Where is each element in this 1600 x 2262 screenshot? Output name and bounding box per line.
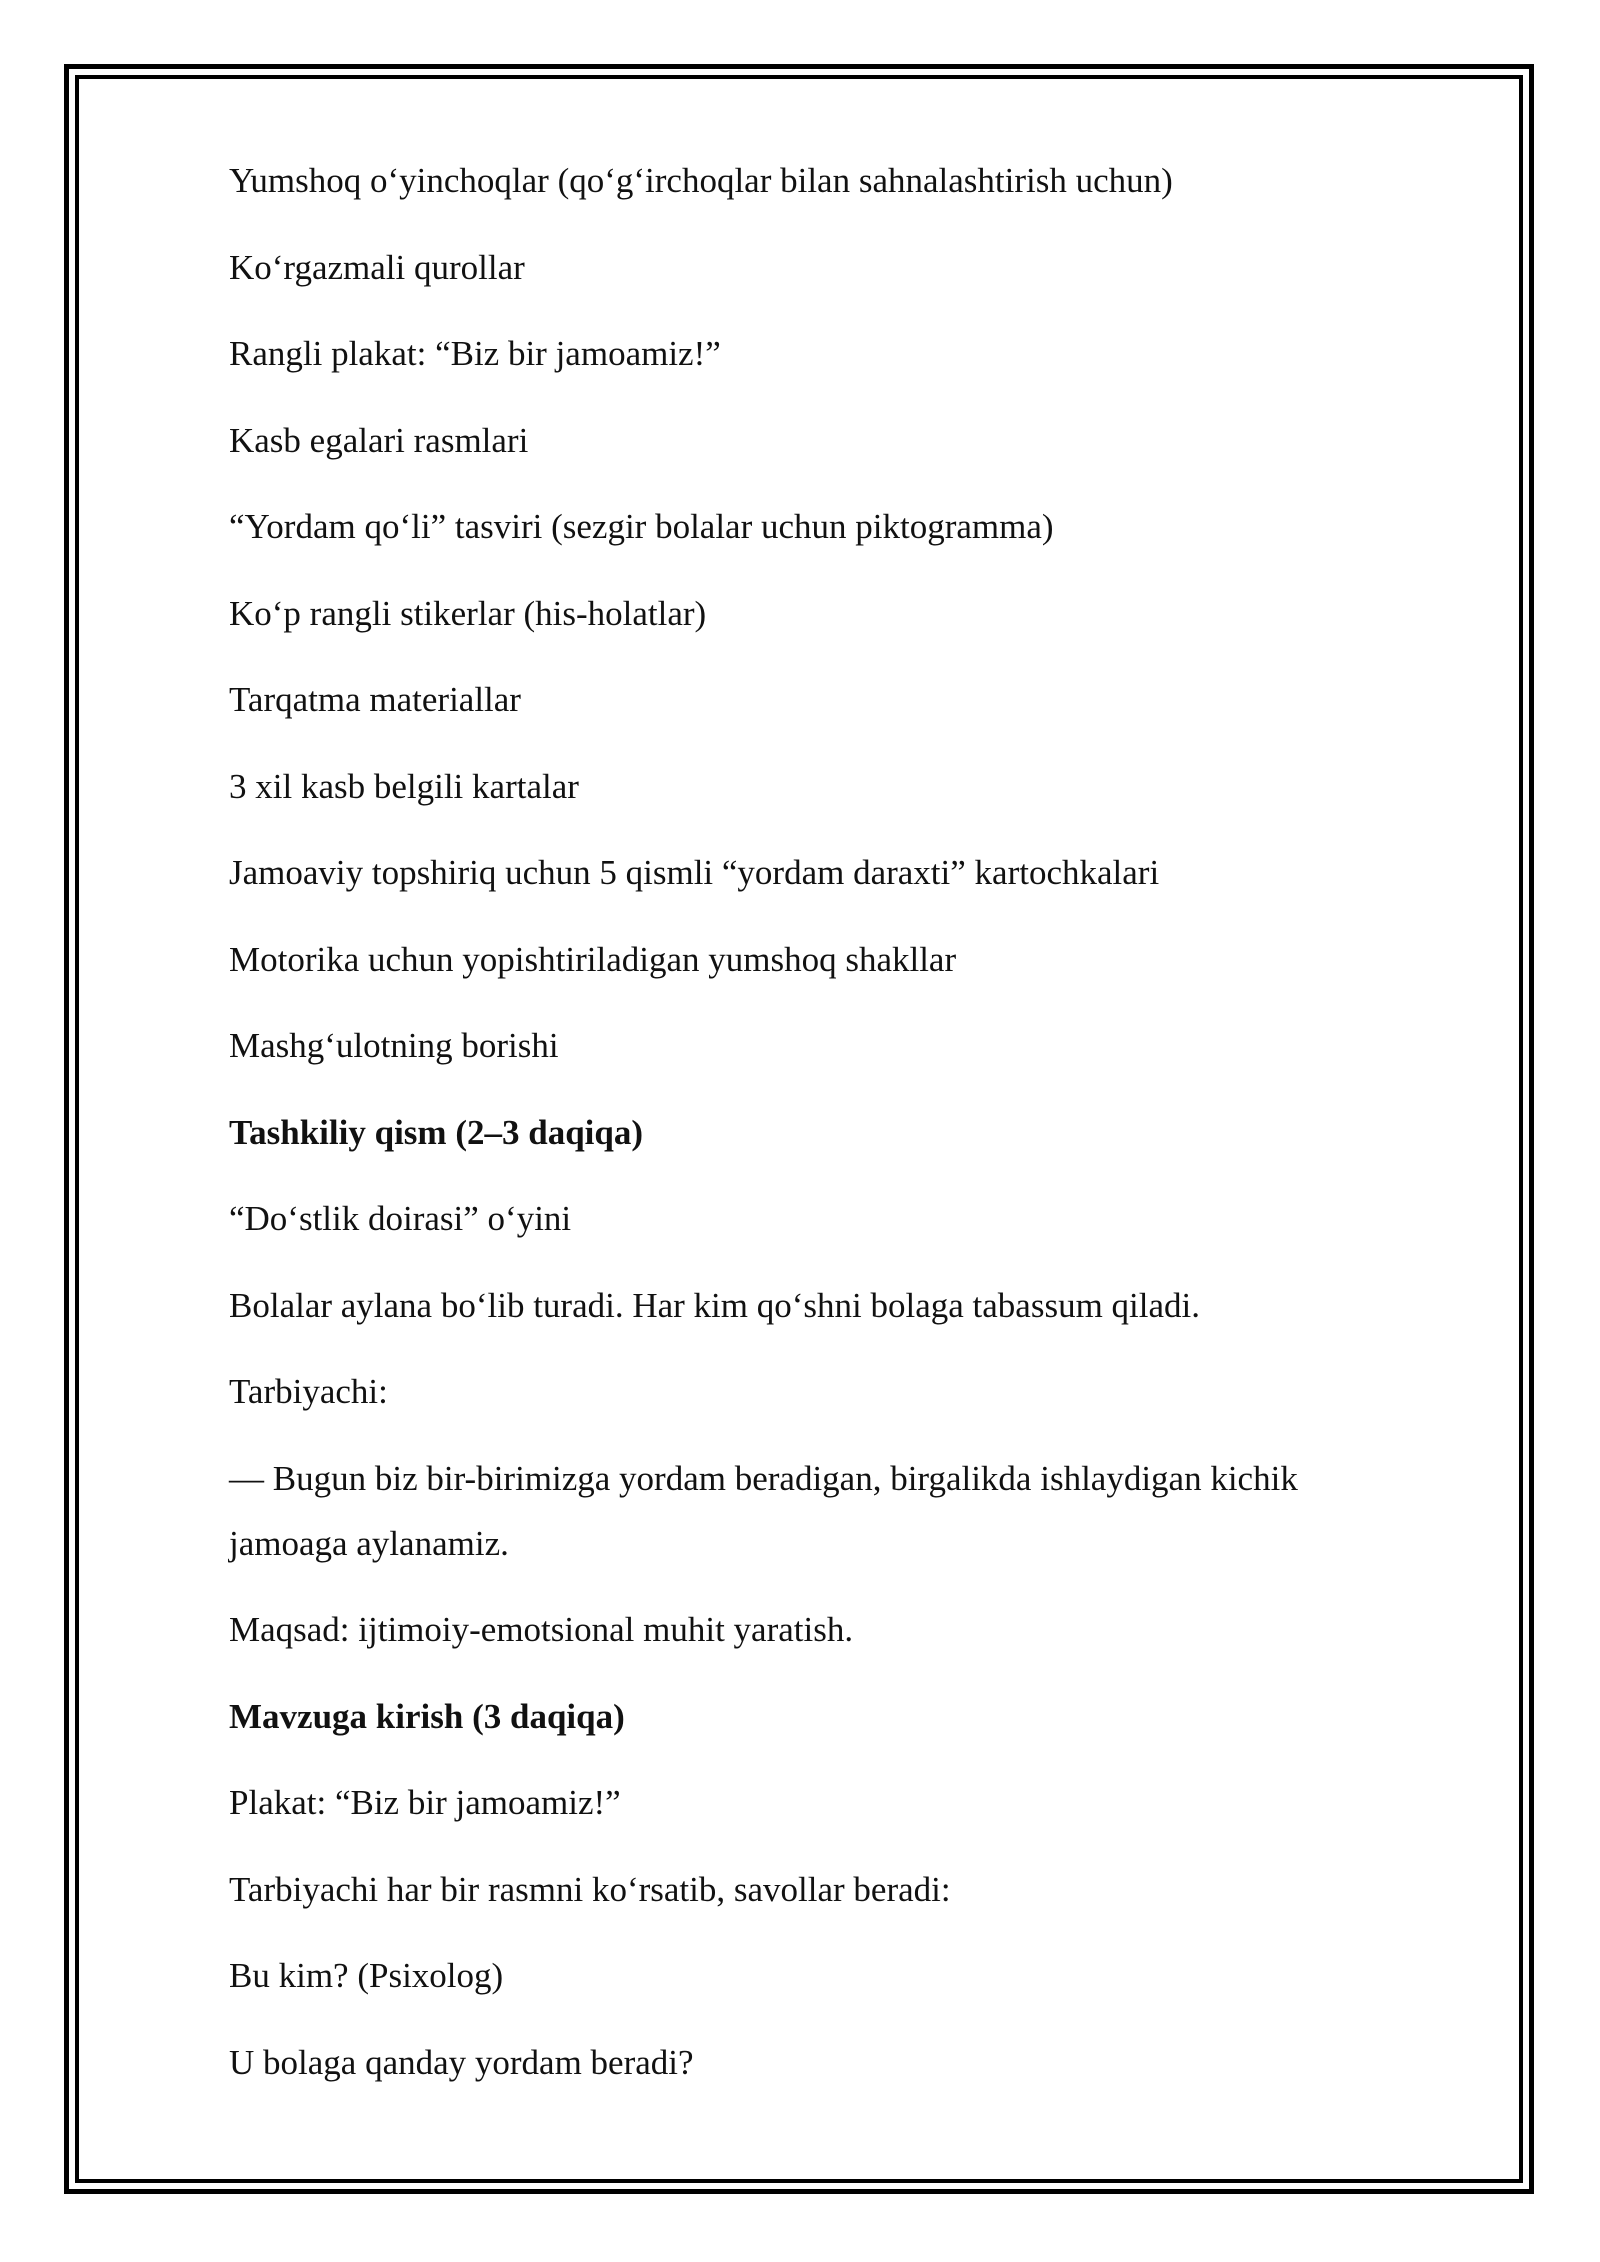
text-line: Jamoaviy topshiriq uchun 5 qismli “yordam daraxti” kartochkalari [229, 853, 1160, 892]
text-line: “Do‘stlik doirasi” o‘yini [229, 1199, 572, 1238]
text-line: Ko‘p rangli stikerlar (his-holatlar) [229, 593, 707, 633]
text-line: Bolalar aylana bo‘lib turadi. Har kim qo‘shni bolaga tabassum qiladi. [229, 1285, 1201, 1325]
text-paragraph: — Bugun biz bir-birimizga yordam beradigan, birgalikda ishlaydigan kichik jamoaga aylanamiz. [229, 1458, 1298, 1563]
text-line: Plakat: “Biz bir jamoamiz!” [229, 1783, 621, 1822]
text-line: Maqsad: ijtimoiy-emotsional muhit yaratish. [229, 1610, 854, 1649]
section-heading: Mavzuga kirish (3 daqiqa) [229, 1696, 625, 1736]
text-line: Mashg‘ulotning borishi [229, 1026, 559, 1065]
text-line: “Yordam qo‘li” tasviri (sezgir bolalar uchun piktogramma) [229, 507, 1054, 546]
document-body [229, 148, 1409, 2116]
text-line: 3 xil kasb belgili kartalar [229, 766, 579, 806]
section-heading: Tashkiliy qism (2–3 daqiqa) [229, 1112, 644, 1152]
text-line: Yumshoq o‘yinchoqlar (qo‘g‘irchoqlar bilan sahnalashtirish uchun) [229, 161, 1173, 200]
text-line: Bu kim? (Psixolog) [229, 1956, 504, 1995]
text-line: Tarbiyachi har bir rasmni ko‘rsatib, savollar beradi: [229, 1869, 951, 1909]
text-line: Tarbiyachi: [229, 1372, 388, 1411]
text-line: Tarqatma materiallar [229, 680, 521, 719]
text-line: Ko‘rgazmali qurollar [229, 247, 525, 287]
text-line: Kasb egalari rasmlari [229, 420, 529, 460]
text-line: Rangli plakat: “Biz bir jamoamiz!” [229, 334, 721, 373]
text-line: U bolaga qanday yordam beradi? [229, 2042, 694, 2082]
text-line: Motorika uchun yopishtiriladigan yumshoq shakllar [229, 939, 957, 979]
